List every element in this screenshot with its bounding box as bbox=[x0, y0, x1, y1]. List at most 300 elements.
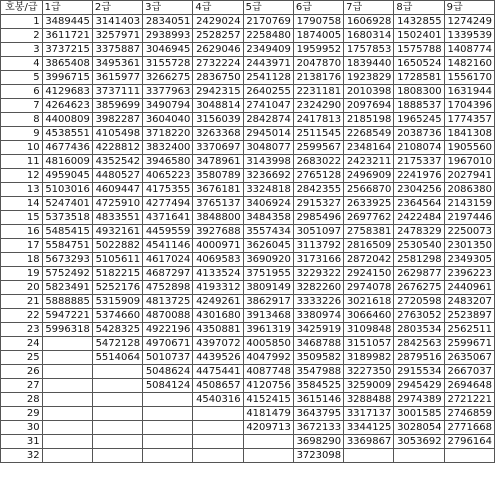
table-row bbox=[1, 323, 495, 337]
salary-cell: 2170769 bbox=[243, 15, 293, 29]
salary-cell: 3547988 bbox=[293, 365, 343, 379]
table-row bbox=[1, 225, 495, 239]
table-row bbox=[1, 155, 495, 169]
salary-cell: 2496909 bbox=[344, 169, 394, 183]
step-number-cell: 10 bbox=[1, 141, 43, 155]
salary-cell: 2599567 bbox=[293, 141, 343, 155]
salary-cell: 2086380 bbox=[444, 183, 494, 197]
salary-cell: 4193312 bbox=[193, 281, 243, 295]
salary-cell: 4087748 bbox=[243, 365, 293, 379]
salary-cell: 3282260 bbox=[293, 281, 343, 295]
salary-cell: 3604040 bbox=[143, 113, 193, 127]
salary-cell: 4209713 bbox=[243, 421, 293, 435]
salary-cell bbox=[92, 421, 142, 435]
salary-cell: 2765128 bbox=[293, 169, 343, 183]
step-number-cell: 3 bbox=[1, 43, 43, 57]
salary-cell: 1905560 bbox=[444, 141, 494, 155]
salary-cell: 4959045 bbox=[42, 169, 92, 183]
salary-cell: 1841308 bbox=[444, 127, 494, 141]
step-number-cell: 13 bbox=[1, 183, 43, 197]
grade-header: 9급 bbox=[444, 1, 494, 15]
grade-header: 2급 bbox=[92, 1, 142, 15]
grade-header: 8급 bbox=[394, 1, 444, 15]
salary-cell: 2721221 bbox=[444, 393, 494, 407]
salary-cell: 2732224 bbox=[193, 57, 243, 71]
grade-header: 3급 bbox=[143, 1, 193, 15]
salary-cell: 2530540 bbox=[394, 239, 444, 253]
salary-cell: 5752492 bbox=[42, 267, 92, 281]
table-row bbox=[1, 239, 495, 253]
salary-cell: 4175355 bbox=[143, 183, 193, 197]
salary-cell: 1967010 bbox=[444, 155, 494, 169]
salary-cell: 4541146 bbox=[143, 239, 193, 253]
salary-cell: 5374660 bbox=[92, 309, 142, 323]
salary-cell: 4970671 bbox=[143, 337, 193, 351]
salary-cell: 2697762 bbox=[344, 211, 394, 225]
table-row bbox=[1, 43, 495, 57]
salary-cell: 3370697 bbox=[193, 141, 243, 155]
salary-cell: 2758381 bbox=[344, 225, 394, 239]
salary-cell: 2429024 bbox=[193, 15, 243, 29]
salary-cell: 3406924 bbox=[243, 197, 293, 211]
salary-cell: 3001585 bbox=[394, 407, 444, 421]
salary-cell: 3066460 bbox=[344, 309, 394, 323]
step-number-cell: 14 bbox=[1, 197, 43, 211]
salary-cell: 3584525 bbox=[293, 379, 343, 393]
corner-header: 호봉/급 bbox=[1, 1, 43, 15]
salary-cell: 3865408 bbox=[42, 57, 92, 71]
grade-header: 4급 bbox=[193, 1, 243, 15]
table-row bbox=[1, 435, 495, 449]
salary-cell: 2842874 bbox=[243, 113, 293, 127]
salary-cell: 2635067 bbox=[444, 351, 494, 365]
salary-cell: 3557434 bbox=[243, 225, 293, 239]
salary-cell: 3369867 bbox=[344, 435, 394, 449]
table-row bbox=[1, 421, 495, 435]
step-number-cell: 25 bbox=[1, 351, 43, 365]
salary-cell: 4475441 bbox=[193, 365, 243, 379]
salary-cell: 3375887 bbox=[92, 43, 142, 57]
salary-cell: 4047992 bbox=[243, 351, 293, 365]
table-row bbox=[1, 407, 495, 421]
salary-cell: 2816509 bbox=[344, 239, 394, 253]
salary-cell bbox=[193, 421, 243, 435]
salary-cell: 4371641 bbox=[143, 211, 193, 225]
salary-cell: 1790758 bbox=[293, 15, 343, 29]
salary-cell: 2562511 bbox=[444, 323, 494, 337]
salary-cell: 1575788 bbox=[394, 43, 444, 57]
salary-cell: 2834051 bbox=[143, 15, 193, 29]
salary-cell: 2629877 bbox=[394, 267, 444, 281]
salary-cell bbox=[143, 393, 193, 407]
table-row bbox=[1, 253, 495, 267]
salary-cell: 3377963 bbox=[143, 85, 193, 99]
salary-cell: 2483207 bbox=[444, 295, 494, 309]
salary-cell: 1408774 bbox=[444, 43, 494, 57]
table-row bbox=[1, 393, 495, 407]
salary-cell: 2720598 bbox=[394, 295, 444, 309]
salary-cell: 3048077 bbox=[243, 141, 293, 155]
salary-cell: 3580789 bbox=[193, 169, 243, 183]
salary-cell: 3143998 bbox=[243, 155, 293, 169]
salary-cell: 3643795 bbox=[293, 407, 343, 421]
salary-cell: 3676181 bbox=[193, 183, 243, 197]
salary-cell: 1888537 bbox=[394, 99, 444, 113]
salary-cell: 3927688 bbox=[193, 225, 243, 239]
salary-cell: 2349305 bbox=[444, 253, 494, 267]
salary-cell bbox=[444, 449, 494, 463]
step-number-cell: 6 bbox=[1, 85, 43, 99]
salary-cell: 4833551 bbox=[92, 211, 142, 225]
step-number-cell: 16 bbox=[1, 225, 43, 239]
table-row bbox=[1, 337, 495, 351]
salary-cell: 2417813 bbox=[293, 113, 343, 127]
table-row bbox=[1, 57, 495, 71]
salary-cell: 2694648 bbox=[444, 379, 494, 393]
salary-cell: 4813725 bbox=[143, 295, 193, 309]
salary-cell: 2443971 bbox=[243, 57, 293, 71]
salary-cell: 2364564 bbox=[394, 197, 444, 211]
table-row bbox=[1, 141, 495, 155]
step-number-cell: 24 bbox=[1, 337, 43, 351]
step-number-cell: 9 bbox=[1, 127, 43, 141]
salary-cell: 2231181 bbox=[293, 85, 343, 99]
salary-cell: 3509582 bbox=[293, 351, 343, 365]
salary-cell: 5584751 bbox=[42, 239, 92, 253]
salary-cell: 5252176 bbox=[92, 281, 142, 295]
salary-cell: 2422484 bbox=[394, 211, 444, 225]
salary-cell: 3156039 bbox=[193, 113, 243, 127]
salary-cell: 3468788 bbox=[293, 337, 343, 351]
salary-cell: 2047870 bbox=[293, 57, 343, 71]
salary-cell bbox=[92, 379, 142, 393]
salary-cell bbox=[42, 407, 92, 421]
salary-cell: 3051097 bbox=[293, 225, 343, 239]
table-row bbox=[1, 71, 495, 85]
salary-cell bbox=[42, 379, 92, 393]
salary-cell: 3189982 bbox=[344, 351, 394, 365]
salary-cell: 4264623 bbox=[42, 99, 92, 113]
salary-cell: 2241976 bbox=[394, 169, 444, 183]
salary-cell: 1432855 bbox=[394, 15, 444, 29]
table-row bbox=[1, 211, 495, 225]
table-row bbox=[1, 169, 495, 183]
salary-cell: 3723098 bbox=[293, 449, 343, 463]
salary-cell: 4617024 bbox=[143, 253, 193, 267]
salary-cell: 2872042 bbox=[344, 253, 394, 267]
salary-cell: 1839440 bbox=[344, 57, 394, 71]
step-number-cell: 27 bbox=[1, 379, 43, 393]
salary-cell: 4400809 bbox=[42, 113, 92, 127]
salary-cell: 2301350 bbox=[444, 239, 494, 253]
salary-cell: 2842355 bbox=[293, 183, 343, 197]
salary-cell: 2348164 bbox=[344, 141, 394, 155]
salary-cell: 2523897 bbox=[444, 309, 494, 323]
salary-cell bbox=[243, 435, 293, 449]
step-number-cell: 19 bbox=[1, 267, 43, 281]
salary-cell: 4129683 bbox=[42, 85, 92, 99]
step-number-cell: 5 bbox=[1, 71, 43, 85]
salary-cell: 2197446 bbox=[444, 211, 494, 225]
salary-cell: 3737111 bbox=[92, 85, 142, 99]
table-body bbox=[1, 15, 495, 463]
salary-cell: 3751955 bbox=[243, 267, 293, 281]
salary-cell: 4752898 bbox=[143, 281, 193, 295]
grade-header: 6급 bbox=[293, 1, 343, 15]
salary-cell: 3862917 bbox=[243, 295, 293, 309]
salary-cell: 2879516 bbox=[394, 351, 444, 365]
table-row bbox=[1, 295, 495, 309]
table-header bbox=[1, 1, 495, 15]
salary-cell: 4228812 bbox=[92, 141, 142, 155]
salary-cell: 3490794 bbox=[143, 99, 193, 113]
salary-cell: 3257971 bbox=[92, 29, 142, 43]
salary-cell: 4480527 bbox=[92, 169, 142, 183]
salary-cell: 2915327 bbox=[293, 197, 343, 211]
table-row bbox=[1, 379, 495, 393]
salary-cell: 3961319 bbox=[243, 323, 293, 337]
salary-cell: 2771668 bbox=[444, 421, 494, 435]
step-number-cell: 12 bbox=[1, 169, 43, 183]
salary-cell: 2915534 bbox=[394, 365, 444, 379]
salary-cell: 3113792 bbox=[293, 239, 343, 253]
salary-cell bbox=[92, 449, 142, 463]
table-row bbox=[1, 99, 495, 113]
step-number-cell: 15 bbox=[1, 211, 43, 225]
salary-cell: 3141403 bbox=[92, 15, 142, 29]
table-row bbox=[1, 267, 495, 281]
salary-cell: 3982287 bbox=[92, 113, 142, 127]
step-number-cell: 23 bbox=[1, 323, 43, 337]
salary-cell: 3266275 bbox=[143, 71, 193, 85]
table-row bbox=[1, 127, 495, 141]
salary-cell: 2945014 bbox=[243, 127, 293, 141]
step-number-cell: 1 bbox=[1, 15, 43, 29]
salary-cell: 4005850 bbox=[243, 337, 293, 351]
salary-cell: 3263368 bbox=[193, 127, 243, 141]
step-number-cell: 11 bbox=[1, 155, 43, 169]
salary-cell: 5996318 bbox=[42, 323, 92, 337]
salary-cell: 4069583 bbox=[193, 253, 243, 267]
salary-cell: 2097694 bbox=[344, 99, 394, 113]
salary-cell: 5048624 bbox=[143, 365, 193, 379]
salary-cell: 3809149 bbox=[243, 281, 293, 295]
step-number-cell: 22 bbox=[1, 309, 43, 323]
salary-cell bbox=[344, 449, 394, 463]
salary-cell: 3259009 bbox=[344, 379, 394, 393]
step-number-cell: 31 bbox=[1, 435, 43, 449]
salary-cell: 1606928 bbox=[344, 15, 394, 29]
step-number-cell: 17 bbox=[1, 239, 43, 253]
salary-cell bbox=[193, 449, 243, 463]
salary-cell bbox=[243, 449, 293, 463]
salary-cell: 3317137 bbox=[344, 407, 394, 421]
salary-cell: 4932161 bbox=[92, 225, 142, 239]
table-row bbox=[1, 29, 495, 43]
salary-cell: 3028054 bbox=[394, 421, 444, 435]
salary-cell: 4538551 bbox=[42, 127, 92, 141]
salary-cell: 3333226 bbox=[293, 295, 343, 309]
salary-cell: 3048814 bbox=[193, 99, 243, 113]
salary-cell: 2258480 bbox=[243, 29, 293, 43]
salary-cell: 2528257 bbox=[193, 29, 243, 43]
salary-cell: 3478961 bbox=[193, 155, 243, 169]
salary-cell: 4677436 bbox=[42, 141, 92, 155]
salary-cell: 3765137 bbox=[193, 197, 243, 211]
salary-cell: 2683022 bbox=[293, 155, 343, 169]
salary-cell: 2138176 bbox=[293, 71, 343, 85]
grade-header: 1급 bbox=[42, 1, 92, 15]
salary-cell: 3737215 bbox=[42, 43, 92, 57]
salary-cell: 2741047 bbox=[243, 99, 293, 113]
salary-cell: 1502401 bbox=[394, 29, 444, 43]
salary-cell: 1757853 bbox=[344, 43, 394, 57]
step-number-cell: 29 bbox=[1, 407, 43, 421]
salary-cell: 5373518 bbox=[42, 211, 92, 225]
table-row bbox=[1, 365, 495, 379]
step-number-cell: 30 bbox=[1, 421, 43, 435]
salary-cell: 1728581 bbox=[394, 71, 444, 85]
salary-cell: 4133524 bbox=[193, 267, 243, 281]
salary-cell bbox=[42, 393, 92, 407]
salary-cell: 5947221 bbox=[42, 309, 92, 323]
salary-cell: 3690920 bbox=[243, 253, 293, 267]
salary-cell: 3672133 bbox=[293, 421, 343, 435]
salary-cell: 4397072 bbox=[193, 337, 243, 351]
step-number-cell: 8 bbox=[1, 113, 43, 127]
grade-header: 5급 bbox=[243, 1, 293, 15]
salary-cell: 2924150 bbox=[344, 267, 394, 281]
salary-cell: 3155728 bbox=[143, 57, 193, 71]
salary-cell: 2324290 bbox=[293, 99, 343, 113]
salary-cell: 1680314 bbox=[344, 29, 394, 43]
salary-cell: 4249261 bbox=[193, 295, 243, 309]
salary-cell: 3913468 bbox=[243, 309, 293, 323]
salary-cell: 2633925 bbox=[344, 197, 394, 211]
salary-cell: 2511545 bbox=[293, 127, 343, 141]
salary-cell: 5182215 bbox=[92, 267, 142, 281]
salary-cell: 2175337 bbox=[394, 155, 444, 169]
step-number-cell: 32 bbox=[1, 449, 43, 463]
salary-cell bbox=[143, 449, 193, 463]
salary-cell: 2108074 bbox=[394, 141, 444, 155]
salary-cell bbox=[42, 449, 92, 463]
step-number-cell: 7 bbox=[1, 99, 43, 113]
salary-cell: 4540316 bbox=[193, 393, 243, 407]
salary-cell: 2942315 bbox=[193, 85, 243, 99]
salary-cell: 1923829 bbox=[344, 71, 394, 85]
table-row bbox=[1, 309, 495, 323]
salary-cell: 3489445 bbox=[42, 15, 92, 29]
table-row bbox=[1, 15, 495, 29]
salary-cell bbox=[92, 435, 142, 449]
salary-cell: 2010398 bbox=[344, 85, 394, 99]
salary-cell: 3324818 bbox=[243, 183, 293, 197]
salary-cell: 5315909 bbox=[92, 295, 142, 309]
salary-cell: 2803534 bbox=[394, 323, 444, 337]
header-row bbox=[1, 1, 495, 15]
salary-cell: 4687297 bbox=[143, 267, 193, 281]
salary-cell: 3611721 bbox=[42, 29, 92, 43]
salary-cell bbox=[143, 435, 193, 449]
salary-cell: 5010737 bbox=[143, 351, 193, 365]
salary-cell: 1774357 bbox=[444, 113, 494, 127]
salary-cell: 3046945 bbox=[143, 43, 193, 57]
salary-cell: 3288488 bbox=[344, 393, 394, 407]
salary-cell: 1631944 bbox=[444, 85, 494, 99]
salary-cell: 1808300 bbox=[394, 85, 444, 99]
table-row bbox=[1, 449, 495, 463]
salary-cell: 2629046 bbox=[193, 43, 243, 57]
salary-cell: 1274249 bbox=[444, 15, 494, 29]
salary-cell: 2185198 bbox=[344, 113, 394, 127]
salary-cell bbox=[92, 407, 142, 421]
salary-cell: 1704396 bbox=[444, 99, 494, 113]
salary-cell bbox=[42, 435, 92, 449]
salary-cell: 3380974 bbox=[293, 309, 343, 323]
salary-cell: 2974078 bbox=[344, 281, 394, 295]
salary-cell: 3859699 bbox=[92, 99, 142, 113]
salary-cell: 3173166 bbox=[293, 253, 343, 267]
salary-cell: 2974389 bbox=[394, 393, 444, 407]
salary-cell: 2985496 bbox=[293, 211, 343, 225]
salary-cell: 5888885 bbox=[42, 295, 92, 309]
salary-cell: 3021618 bbox=[344, 295, 394, 309]
salary-cell: 3698290 bbox=[293, 435, 343, 449]
salary-cell: 1959952 bbox=[293, 43, 343, 57]
grade-header: 7급 bbox=[344, 1, 394, 15]
salary-cell: 4000971 bbox=[193, 239, 243, 253]
table-row bbox=[1, 183, 495, 197]
salary-cell: 5823491 bbox=[42, 281, 92, 295]
salary-cell: 3996715 bbox=[42, 71, 92, 85]
table-row bbox=[1, 85, 495, 99]
salary-cell: 3236692 bbox=[243, 169, 293, 183]
salary-cell bbox=[143, 407, 193, 421]
salary-cell bbox=[193, 435, 243, 449]
salary-cell: 2938993 bbox=[143, 29, 193, 43]
salary-cell: 1482160 bbox=[444, 57, 494, 71]
salary-cell: 2667037 bbox=[444, 365, 494, 379]
salary-cell: 3626045 bbox=[243, 239, 293, 253]
step-number-cell: 20 bbox=[1, 281, 43, 295]
table-row bbox=[1, 197, 495, 211]
salary-cell: 3946580 bbox=[143, 155, 193, 169]
salary-cell: 1965245 bbox=[394, 113, 444, 127]
salary-cell: 2566870 bbox=[344, 183, 394, 197]
salary-cell: 2250073 bbox=[444, 225, 494, 239]
salary-cell: 3109848 bbox=[344, 323, 394, 337]
table-row bbox=[1, 351, 495, 365]
table-row bbox=[1, 113, 495, 127]
salary-cell: 3227350 bbox=[344, 365, 394, 379]
salary-cell: 5103016 bbox=[42, 183, 92, 197]
step-number-cell: 2 bbox=[1, 29, 43, 43]
salary-cell: 2746859 bbox=[444, 407, 494, 421]
salary-cell bbox=[92, 365, 142, 379]
salary-cell: 1650524 bbox=[394, 57, 444, 71]
salary-cell: 4439526 bbox=[193, 351, 243, 365]
salary-cell: 3484358 bbox=[243, 211, 293, 225]
salary-cell: 5084124 bbox=[143, 379, 193, 393]
salary-cell: 5485415 bbox=[42, 225, 92, 239]
salary-cell bbox=[42, 421, 92, 435]
salary-cell: 4609447 bbox=[92, 183, 142, 197]
salary-cell: 5472128 bbox=[92, 337, 142, 351]
salary-cell: 3615146 bbox=[293, 393, 343, 407]
salary-cell: 2581298 bbox=[394, 253, 444, 267]
salary-cell: 4352542 bbox=[92, 155, 142, 169]
